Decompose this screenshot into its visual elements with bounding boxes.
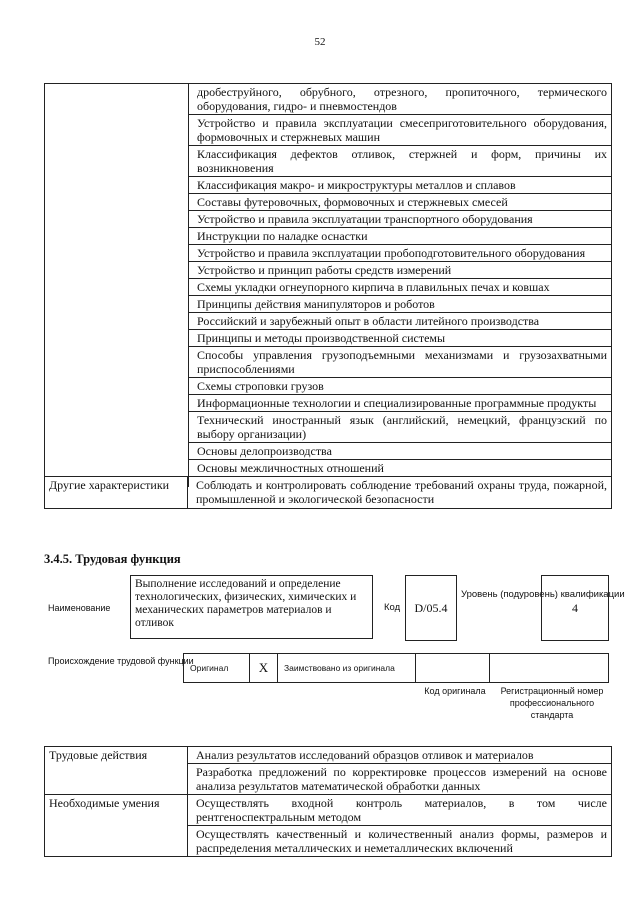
knowledge-item: Основы делопроизводства [189,443,611,460]
knowledge-item: Классификация макро- и микроструктуры металлов и сплавов [189,177,611,194]
knowledge-item: Информационные технологии и специализированные программные продукты [189,395,611,412]
other-characteristics-value: Соблюдать и контролировать соблюдение требований охраны труда, пожарной, промышленной и экологической безопасности [196,478,607,506]
knowledge-item: Технический иностранный язык (английский, немецкий, французский по выбору организации) [189,412,611,443]
reg-number-caption: Регистрационный номер профессионального стандарта [500,686,604,720]
origin-reg-number-cell [490,654,608,682]
origin-row [183,653,609,683]
knowledge-item: Устройство и принцип работы средств измерений [189,262,611,279]
function-details-table [44,746,612,857]
function-name-box: Выполнение исследований и определение технологических, физических, химических и механических параметров материалов и отливок [130,575,373,639]
knowledge-table [44,83,612,509]
code-original-caption: Код оригинала [424,686,486,696]
other-characteristics-label: Другие характеристики [45,477,188,508]
level-value-box: 4 [541,575,609,641]
knowledge-list [189,84,611,476]
actions-list [188,747,611,794]
knowledge-item: Классификация дефектов отливок, стержней и форм, причины их возникновения [189,146,611,177]
knowledge-item: Схемы укладки огнеупорного кирпича в плавильных печах и ковшах [189,279,611,296]
skill-item: Осуществлять качественный и количественный анализ формы, размеров и распределения металлических и неметаллических включений [196,827,607,855]
section-title: 3.4.5. Трудовая функция [44,552,181,566]
knowledge-label-cell [45,84,189,487]
code-label: Код [384,602,401,613]
skills-list [188,795,611,856]
actions-label: Трудовые действия [45,747,188,794]
action-item: Разработка предложений по корректировке процессов измерений на основе анализа результатов математической обработки данных [196,765,607,793]
level-label: Уровень (подуровень) квалификации [461,589,625,600]
knowledge-item: Устройство и правила эксплуатации пробоподготовительного оборудования [189,245,611,262]
action-item: Анализ результатов исследований образцов отливок и материалов [188,747,611,764]
origin-borrowed-cell: Заимствовано из оригинала [278,654,416,682]
knowledge-item: Принципы и методы производственной системы [189,330,611,347]
name-label: Наименование [48,603,111,613]
origin-mark-cell: X [250,654,278,682]
actions-group [45,747,611,795]
knowledge-item: Схемы строповки грузов [189,378,611,395]
skills-group [45,795,611,856]
origin-label: Происхождение трудовой функции [48,656,194,666]
knowledge-item: Устройство и правила эксплуатации транспортного оборудования [189,211,611,228]
knowledge-item: Составы футеровочных, формовочных и стержневых смесей [189,194,611,211]
skills-label: Необходимые умения [45,795,188,856]
code-value-box: D/05.4 [405,575,457,641]
knowledge-item: Способы управления грузоподъемными механизмами и грузозахватными приспособлениями [189,347,611,378]
knowledge-item: Принципы действия манипуляторов и роботов [189,296,611,313]
knowledge-item: Основы межличностных отношений [197,461,384,475]
knowledge-item: дробеструйного, обрубного, отрезного, пропиточного, термического оборудования, гидро- и пневмостендов [189,84,611,115]
knowledge-item: Устройство и правила эксплуатации смесеприготовительного оборудования, формовочных и стержневых машин [189,115,611,146]
knowledge-item: Российский и зарубежный опыт в области литейного производства [189,313,611,330]
origin-original-cell: Оригинал [184,654,250,682]
skill-item: Осуществлять входной контроль материалов, в том числе рентгеноспектральным методом [188,795,611,826]
origin-code-cell [416,654,490,682]
page-number: 52 [314,36,326,48]
knowledge-item: Инструкции по наладке оснастки [189,228,611,245]
